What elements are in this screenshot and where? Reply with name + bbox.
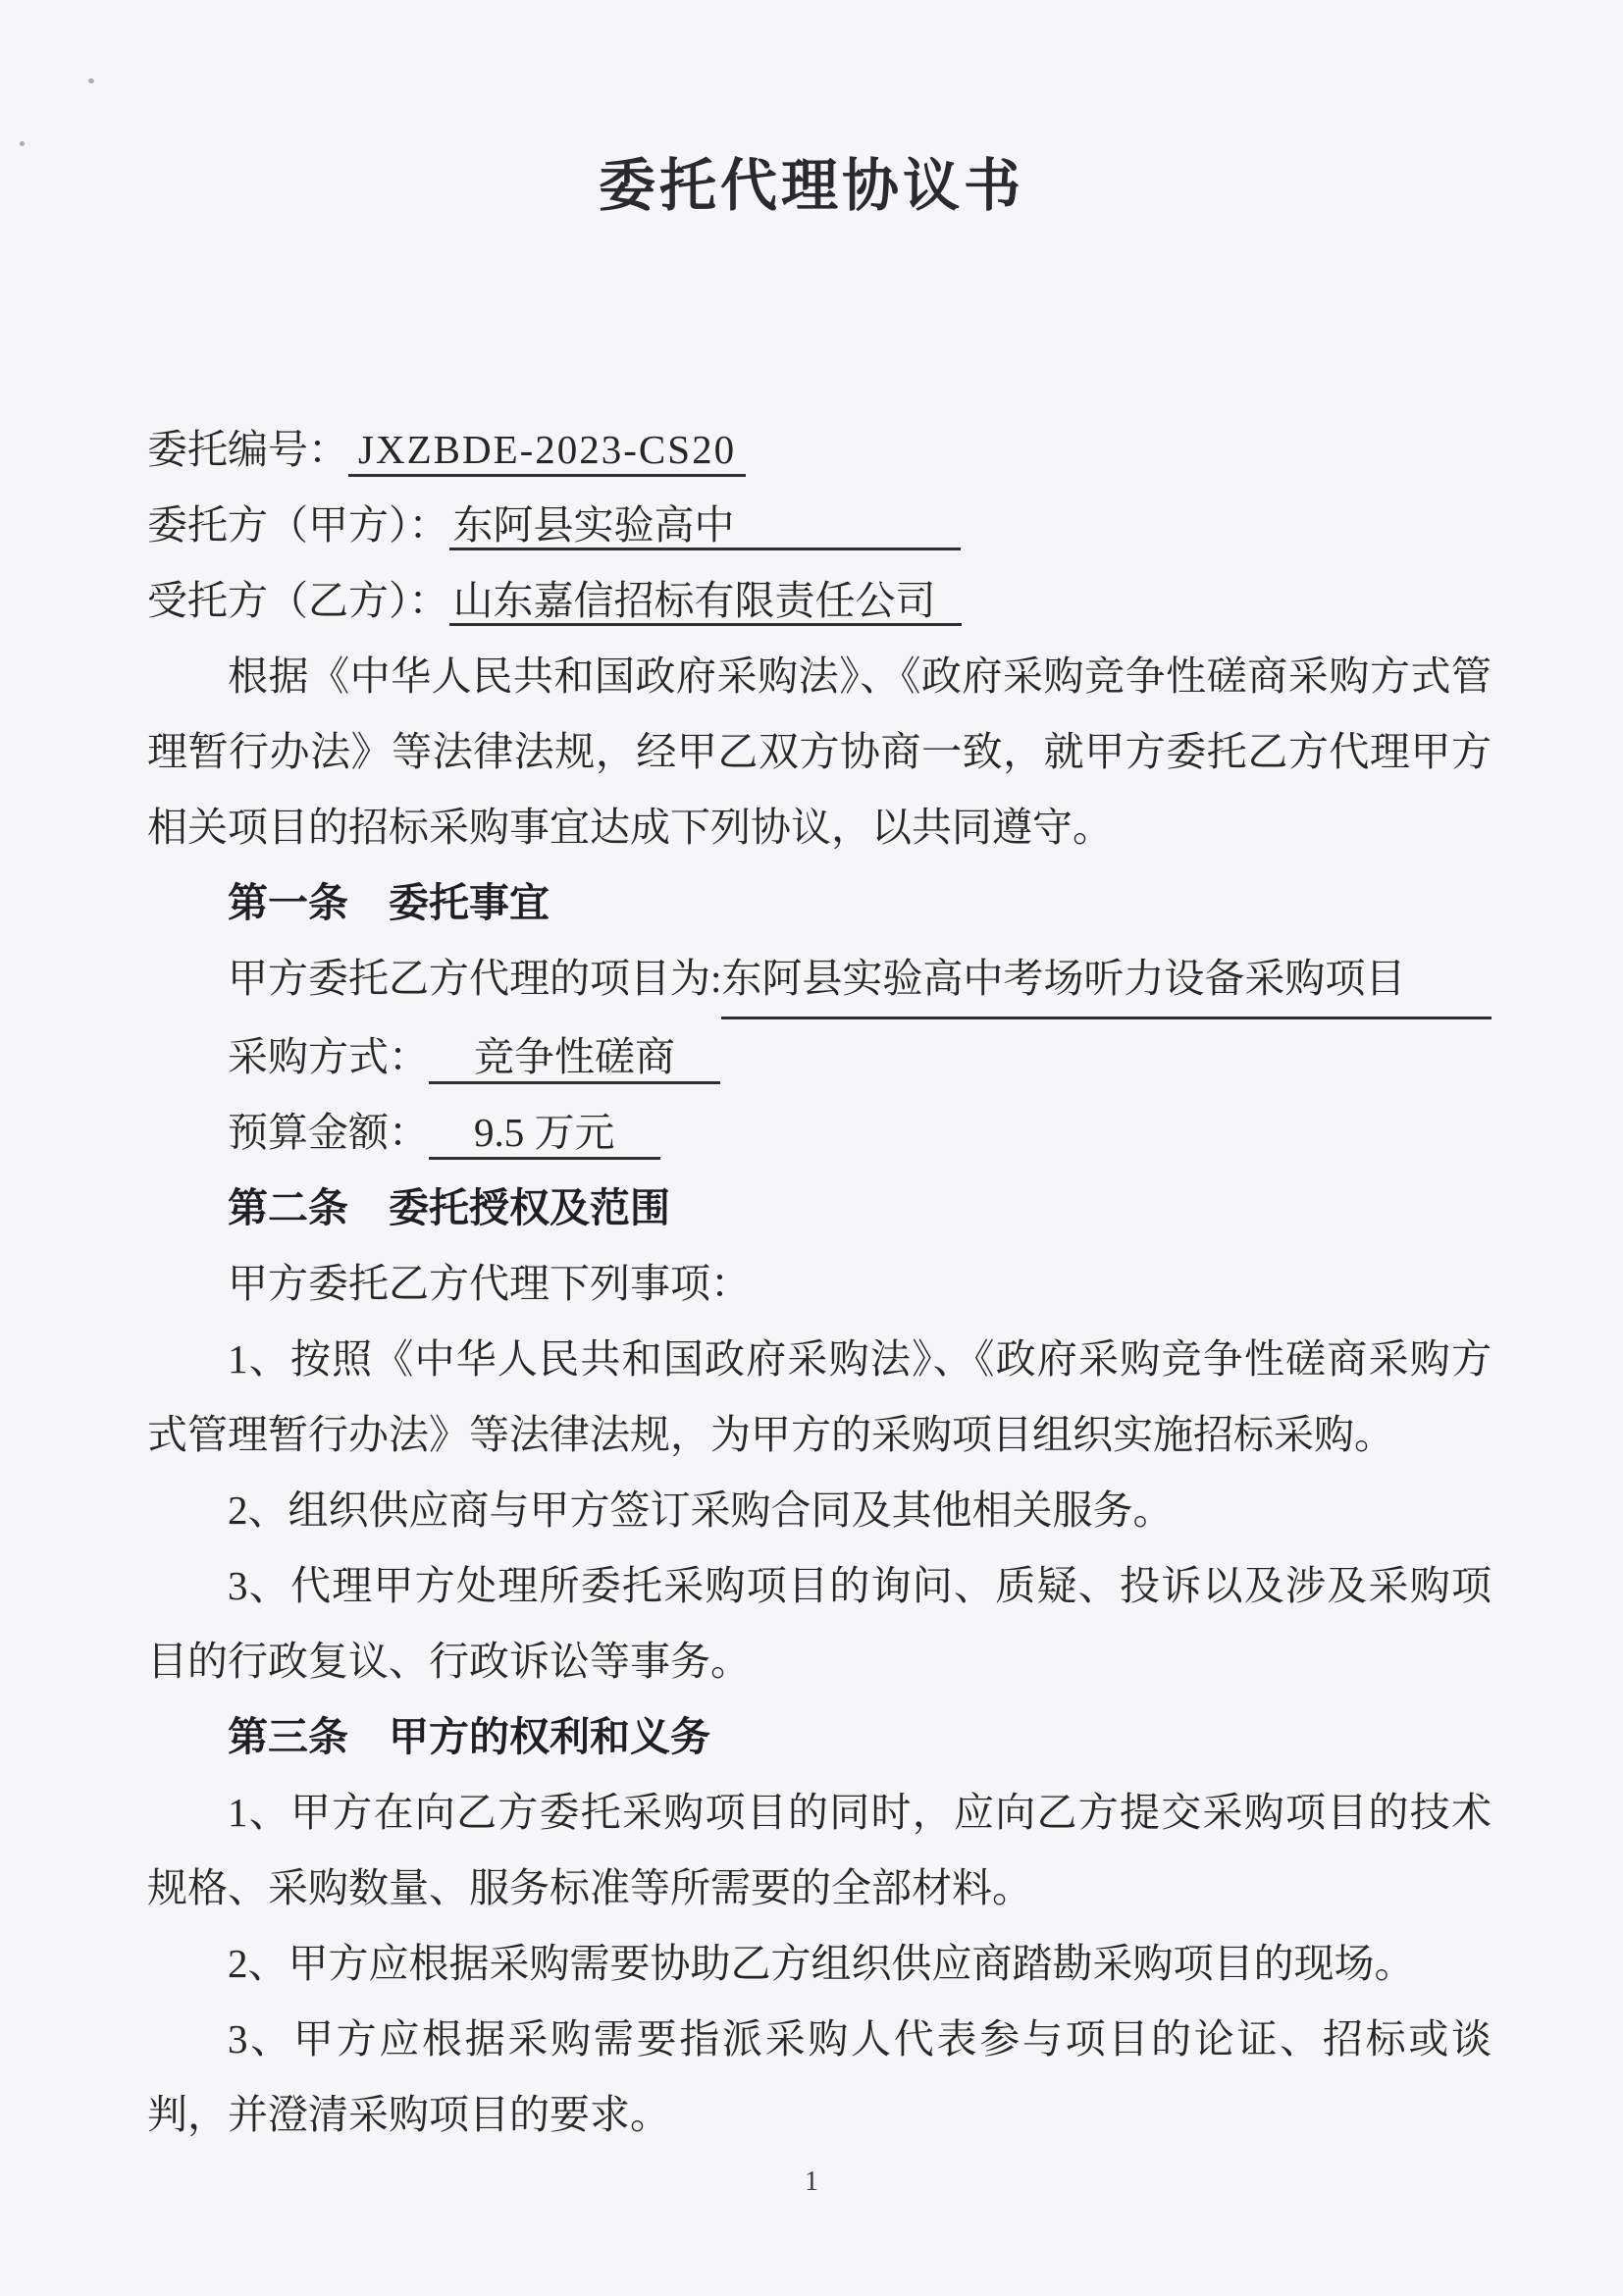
ref-number-label: 委托编号：: [147, 427, 348, 472]
project-value: 东阿县实验高中考场听力设备采购项目: [721, 941, 1492, 1019]
party-a-value: 东阿县实验高中: [449, 502, 961, 550]
budget-line: [147, 1095, 1492, 1171]
article-1-heading: 第一条 委托事宜: [228, 880, 550, 925]
ref-number-value: JXZBDE-2023-CS20: [348, 427, 746, 477]
budget-label: 预算金额：: [228, 1110, 429, 1155]
project-label: 甲方委托乙方代理的项目为:: [228, 956, 722, 1001]
article-3-item-3: 3、甲方应根据采购需要指派采购人代表参与项目的论证、招标或谈判，并澄清采购项目的要求。: [147, 2016, 1492, 2137]
party-b-line: [147, 563, 1492, 639]
party-a-line: [147, 488, 1492, 563]
article-2-item-2: 2、组织供应商与甲方签订采购合同及其他相关服务。: [228, 1487, 1174, 1533]
article-2-item-3: 3、代理甲方处理所委托采购项目的询问、质疑、投诉以及涉及采购项目的行政复议、行政诉讼等事务。: [147, 1563, 1492, 1684]
scan-artifact: [87, 78, 94, 84]
method-label: 采购方式：: [228, 1034, 429, 1079]
party-b-label: 受托方（乙方）：: [147, 578, 449, 623]
article-3-heading: 第三条 甲方的权利和义务: [228, 1714, 710, 1759]
article-2-item-1: 1、按照《中华人民共和国政府采购法》、《政府采购竞争性磋商采购方式管理暂行办法》等法律法规，为甲方的采购项目组织实施招标采购。: [147, 1336, 1492, 1457]
article-2-intro: 甲方委托乙方代理下列事项：: [228, 1261, 751, 1306]
article-3-item-1: 1、甲方在向乙方委托采购项目的同时，应向乙方提交采购项目的技术规格、采购数量、服务标准等所需要的全部材料。: [147, 1790, 1492, 1910]
document-title: 委托代理协议书: [598, 154, 1024, 218]
project-line: [147, 941, 1492, 1019]
budget-value: 9.5 万元: [429, 1110, 660, 1160]
article-3-item-2: 2、甲方应根据采购需要协助乙方组织供应商踏勘采购项目的现场。: [228, 1941, 1415, 1986]
method-line: [147, 1019, 1492, 1095]
party-b-value: 山东嘉信招标有限责任公司: [449, 578, 962, 626]
method-value: 竞争性磋商: [429, 1034, 720, 1084]
page-number: 1: [805, 2166, 818, 2197]
party-a-label: 委托方（甲方）：: [147, 502, 449, 548]
ref-number-line: [147, 412, 1492, 488]
intro-paragraph: 根据《中华人民共和国政府采购法》、《政府采购竞争性磋商采购方式管理暂行办法》等法律法规，经甲乙双方协商一致，就甲方委托乙方代理甲方相关项目的招标采购事宜达成下列协议，以共同遵守。: [147, 653, 1492, 850]
document-body: [147, 412, 1492, 2153]
article-2-heading: 第二条 委托授权及范围: [228, 1185, 670, 1230]
scan-artifact: [20, 141, 25, 146]
